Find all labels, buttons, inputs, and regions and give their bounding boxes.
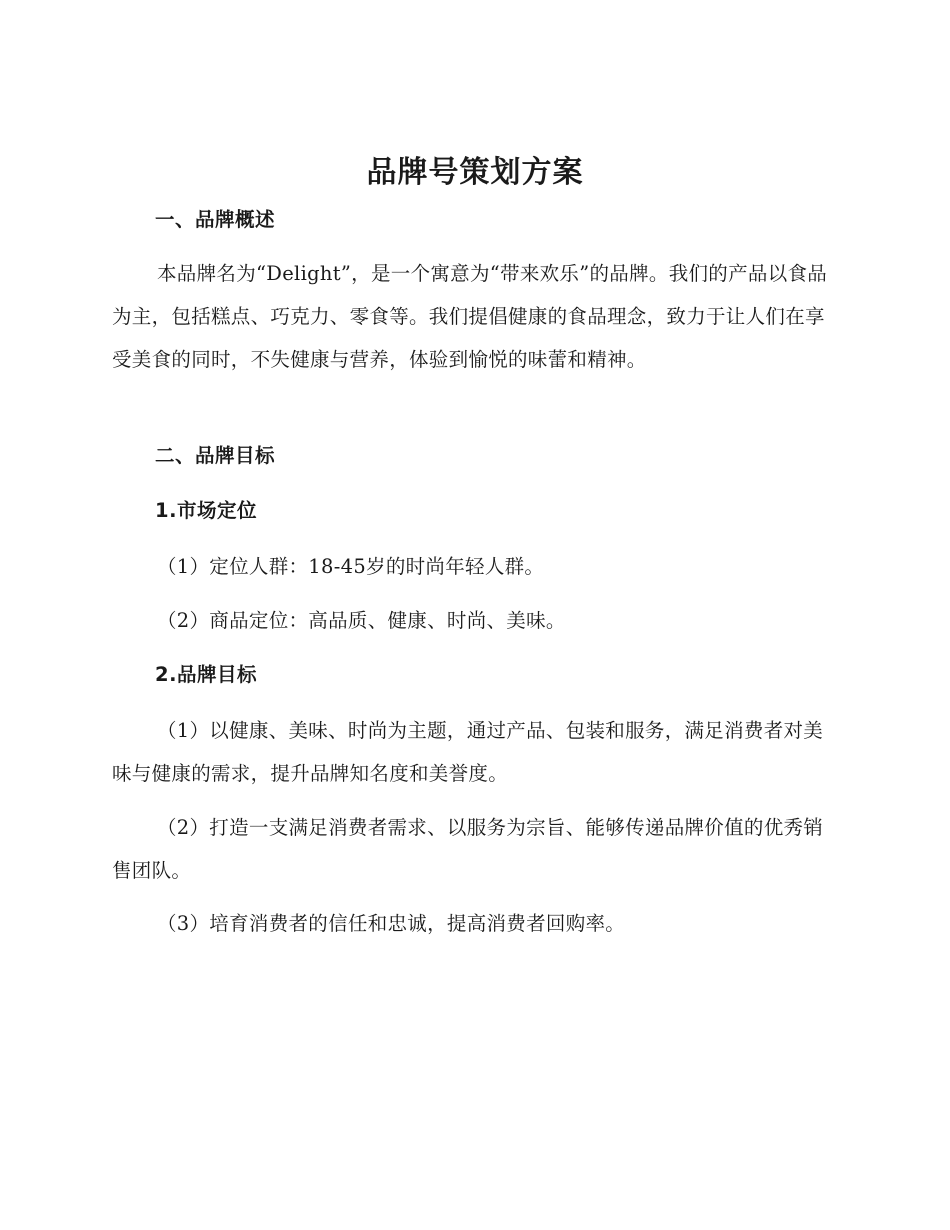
subsection-heading-brand-goals: 2.品牌目标 [155, 663, 257, 686]
list-item: （3）培育消费者的信任和忠诚，提高消费者回购率。 [157, 912, 626, 935]
list-item: （2）商品定位：高品质、健康、时尚、美味。 [157, 609, 566, 632]
document-title: 品牌号策划方案 [366, 155, 584, 190]
list-item: （1）定位人群：18-45岁的时尚年轻人群。 [157, 555, 545, 578]
overview-paragraph: 本品牌名为“Delight”，是一个寓意为“带来欢乐”的品牌。我们的产品以食品为主，包括糕点、巧克力、零食等。我们提倡健康的食品理念，致力于让人们在享受美食的同时，不失健康与营养，体验到愉悦的味蕾和精神。 [112, 262, 828, 371]
section-heading-goals: 二、品牌目标 [155, 444, 276, 467]
subsection-heading-market-positioning: 1.市场定位 [155, 499, 257, 522]
list-item: （1）以健康、美味、时尚为主题，通过产品、包装和服务，满足消费者对美味与健康的需求，提升品牌知名度和美誉度。 [112, 719, 824, 785]
list-item: （2）打造一支满足消费者需求、以服务为宗旨、能够传递品牌价值的优秀销售团队。 [112, 816, 824, 882]
section-heading-overview: 一、品牌概述 [155, 208, 276, 231]
